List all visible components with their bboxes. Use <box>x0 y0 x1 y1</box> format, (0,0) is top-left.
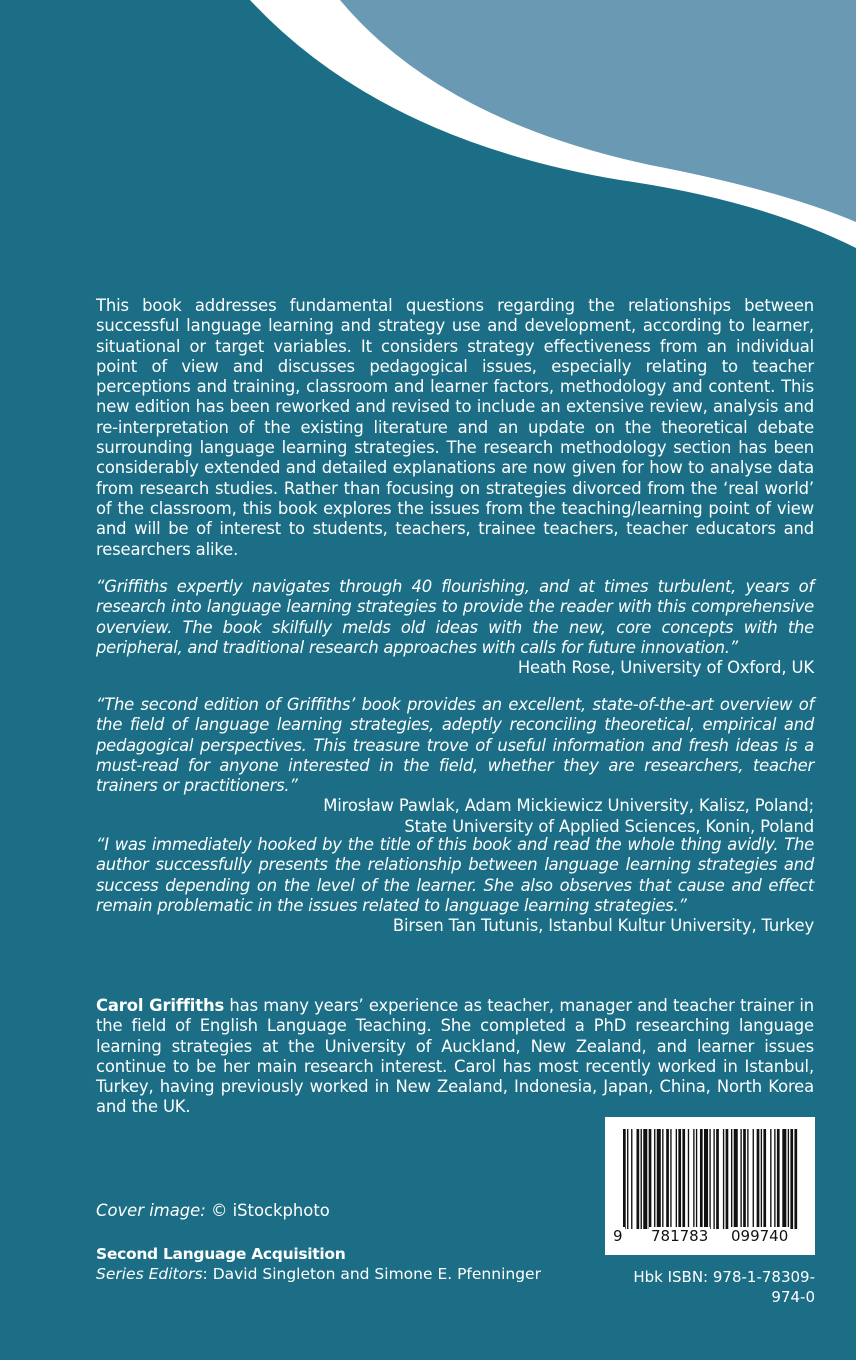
barcode-bar <box>623 1129 626 1229</box>
cover-decoration <box>0 0 856 300</box>
cover-credit-value: © iStockphoto <box>205 1201 330 1220</box>
barcode-bar <box>770 1129 771 1229</box>
barcode-bar <box>788 1129 789 1229</box>
barcode-bar <box>723 1129 724 1229</box>
barcode-bar <box>637 1129 640 1229</box>
barcode-bar <box>696 1129 697 1229</box>
barcode-bar <box>678 1129 681 1229</box>
barcode-bar <box>743 1129 746 1229</box>
review-2-attribution-line-1: Mirosław Pawlak, Adam Mickiewicz University, Kalisz, Poland; <box>323 796 814 816</box>
barcode-bar <box>654 1129 655 1229</box>
isbn-barcode <box>605 1117 815 1255</box>
barcode-bar <box>643 1129 647 1229</box>
series-editors <box>96 1264 541 1284</box>
series-info <box>96 1244 541 1284</box>
barcode-bar <box>657 1129 661 1229</box>
barcode-bar <box>700 1129 703 1229</box>
barcode-bar <box>704 1129 708 1229</box>
barcode-bar <box>761 1129 762 1229</box>
review-1 <box>96 577 814 678</box>
series-editors-label: Series Editors <box>96 1265 203 1283</box>
barcode-bar <box>747 1129 748 1229</box>
barcode-bar <box>757 1129 760 1229</box>
review-2-quote: “The second edition of Griffiths’ book provides an excellent, state-of-the-art overview of the field of language learning strategies, adeptly reconciling theoretical, empirical and pedagogical perspectives. This treasure trove of useful information and fresh ideas is a must-read for anyone interested in the field, whether they are researchers, teacher trainers or practitioners.” <box>96 695 814 796</box>
barcode-bar <box>662 1129 663 1229</box>
barcode-bar <box>688 1129 689 1229</box>
barcode-bar <box>740 1129 741 1229</box>
author-bio <box>96 996 814 1118</box>
barcode-bar <box>693 1129 694 1229</box>
review-1-quote: “Griffiths expertly navigates through 40 flourishing, and at times turbulent, years of research into language learning strategies to provide the reader with this comprehensive overview. The book skilfully melds old ideas with the new, core concepts with the peripheral, and traditional research approaches with calls for future innovation.” <box>96 577 814 657</box>
barcode-bar <box>641 1129 642 1229</box>
review-2 <box>96 695 814 837</box>
barcode-bar <box>676 1129 677 1229</box>
series-title: Second Language Acquisition <box>96 1245 346 1263</box>
barcode-bar <box>713 1129 714 1229</box>
barcode-bar <box>790 1129 793 1229</box>
barcode-bar <box>649 1129 652 1229</box>
barcode-bar <box>709 1129 710 1229</box>
review-3 <box>96 835 814 936</box>
review-1-attribution: Heath Rose, University of Oxford, UK <box>517 658 814 678</box>
isbn-number: Hbk ISBN: 978-1-78309-974-0 <box>633 1268 815 1306</box>
barcode-bar <box>782 1129 786 1229</box>
barcode-bar <box>716 1129 719 1229</box>
series-editors-names: : David Singleton and Simone E. Pfenninger <box>202 1265 541 1283</box>
barcode-bar <box>753 1129 754 1229</box>
barcode-bar <box>666 1129 669 1229</box>
barcode-bar <box>763 1129 766 1229</box>
barcode-bar <box>734 1129 738 1229</box>
barcode-bar <box>774 1129 775 1229</box>
barcode-digits-right: 099740 <box>731 1227 789 1245</box>
barcode-bar <box>777 1129 780 1229</box>
barcode-bar <box>627 1129 628 1229</box>
barcode-bar <box>726 1129 729 1229</box>
author-name: Carol Griffiths <box>96 996 225 1015</box>
review-2-attribution-line-2: State University of Applied Sciences, Konin, Poland <box>404 816 814 836</box>
cover-credit-label: Cover image: <box>96 1201 206 1220</box>
barcode-bar <box>794 1129 797 1229</box>
barcode-bar <box>631 1129 632 1229</box>
barcode-bar <box>731 1129 732 1229</box>
author-bio-text: has many years’ experience as teacher, manager and teacher trainer in the field of English Language Teaching. She completed a PhD researching language learning strategies at the University of Auckland, New Zealand, and learner issues continue to be her main research interest. Carol has most recently worked in Istanbul, Turkey, having previously worked in New Zealand, Indonesia, Japan, China, North Korea and the UK. <box>96 996 814 1117</box>
review-3-quote: “I was immediately hooked by the title of this book and read the whole thing avidly. The author successfully presents the relationship between language learning strategies and success depending on the level of the learner. She also observes that cause and effect remain problematic in the issues related to language learning strategies.” <box>96 835 814 915</box>
barcode-bar <box>682 1129 685 1229</box>
barcode-digits-left: 781783 <box>651 1227 709 1245</box>
book-description: This book addresses fundamental questions regarding the relationships between successful language learning and strategy use and development, according to learner, situational or target variables. It considers strategy effectiveness from an individual point of view and discusses pedagogical issues, especially relating to teacher perceptions and training, classroom and learner factors, methodology and content. This new edition has been reworked and revised to include an extensive review, analysis and re-interpretation of the existing literature and an update on the theoretical debate surrounding language learning strategies. The research methodology section has been considerably extended and detailed explanations are now given for how to analyse data from research studies. Rather than focusing on strategies divorced from the ‘real world’ of the classroom, this book explores the issues from the teaching/learning point of view and will be of interest to students, teachers, trainee teachers, teacher educators and researchers alike. <box>96 296 814 559</box>
barcode-digits <box>605 1225 815 1247</box>
barcode-digit-lead: 9 <box>613 1227 623 1245</box>
cover-image-credit <box>96 1201 330 1221</box>
barcode-bar <box>670 1129 671 1229</box>
review-3-attribution: Birsen Tan Tutunis, Istanbul Kultur University, Turkey <box>392 916 814 936</box>
